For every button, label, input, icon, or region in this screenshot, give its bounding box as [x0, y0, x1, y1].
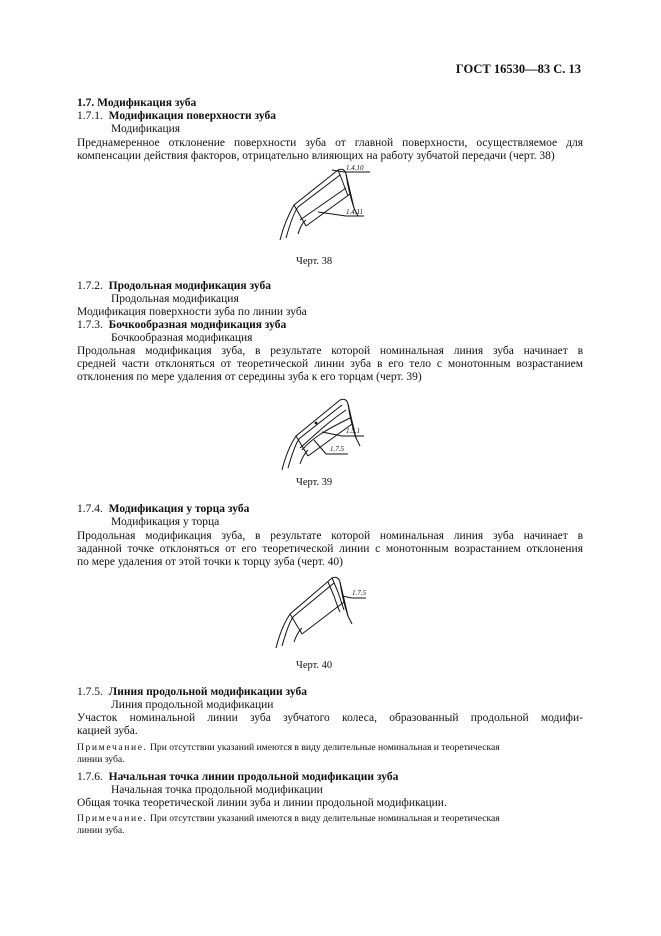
- figure-38: [260, 160, 380, 246]
- note-1-7-5-line1: [77, 742, 583, 754]
- figure-40: [262, 570, 382, 652]
- section-number: 1.7.5.: [77, 686, 103, 698]
- section-1-7-heading: [77, 96, 196, 110]
- fig38-label-b: 1.4.11: [346, 208, 363, 216]
- note-label: Примечание.: [77, 742, 148, 753]
- section-title: Бочкообразная модификация зуба: [108, 319, 287, 331]
- section-title: Модификация зуба: [97, 97, 197, 109]
- fig38-caption: Черт. 38: [296, 256, 333, 267]
- section-number: 1.7.6.: [77, 771, 103, 783]
- def-1-7-2: Модификация поверхности зуба по линии зуба: [77, 306, 307, 318]
- section-1-7-3-heading: [77, 318, 286, 332]
- note-label: Примечание.: [77, 813, 148, 824]
- section-1-7-4-heading: [77, 502, 249, 516]
- section-1-7-2-heading: [77, 279, 271, 293]
- section-title: Линия продольной модификации зуба: [108, 686, 307, 698]
- note-text: При отсутствии указаний имеются в виду делительные номинальная и теоретическая: [149, 742, 500, 753]
- section-1-7-6-heading: [77, 770, 398, 784]
- def-1-7-4-line2: заданной точке отклоняться от его теоретической линии с монотонным возрастанием отклонения: [77, 543, 583, 555]
- note-1-7-5-line2: линии зуба.: [77, 754, 125, 765]
- page-header: ГОСТ 16530—83 С. 13: [455, 62, 581, 76]
- fig40-label-a: 1.7.5: [352, 589, 366, 597]
- def-1-7-3-line2: средней части отклоняться от теоретической линии зуба в его тело с монотонным возрастанием: [77, 358, 583, 370]
- section-number: 1.7.3.: [77, 319, 103, 331]
- fig39-caption: Черт. 39: [296, 477, 333, 488]
- fig39-label-a: 1.5.1: [346, 427, 360, 435]
- section-number: 1.7.1.: [77, 110, 103, 122]
- section-title: Продольная модификация зуба: [108, 280, 271, 292]
- section-1-7-1-heading: [77, 109, 276, 123]
- def-1-7-5-line2: кацией зуба.: [77, 725, 138, 737]
- term-1-7-3: Бочкообразная модификация: [111, 332, 253, 344]
- def-1-7-5-line1: Участок номинальной линии зуба зубчатого колеса, образованный продольной модифи-: [77, 712, 583, 724]
- fig38-label-a: 1.4.10: [346, 164, 364, 172]
- section-1-7-5-heading: [77, 685, 307, 699]
- def-1-7-4-line3: по мере удаления от этой точки к торцу зуба (черт. 40): [77, 556, 344, 568]
- section-title: Модификация поверхности зуба: [108, 110, 276, 122]
- term-1-7-2: Продольная модификация: [111, 293, 239, 305]
- def-1-7-1-line1: Преднамеренное отклонение поверхности зуба от главной поверхности, осуществляемое для: [77, 137, 583, 149]
- section-title: Модификация у торца зуба: [108, 503, 250, 515]
- def-1-7-3-line1: Продольная модификация зуба, в результате которой номинальная линия зуба начинает в: [77, 345, 583, 357]
- section-number: 1.7.: [77, 97, 95, 109]
- fig40-caption: Черт. 40: [296, 660, 333, 671]
- section-title: Начальная точка линии продольной модификации зуба: [108, 771, 399, 783]
- fig39-label-b: 1.7.5: [330, 445, 344, 453]
- term-1-7-1: Модификация: [111, 123, 181, 135]
- note-text: При отсутствии указаний имеются в виду делительные номинальная и теоретическая: [149, 813, 500, 824]
- note-1-7-6-line2: линии зуба.: [77, 825, 125, 836]
- figure-39: [268, 388, 378, 474]
- def-1-7-6: Общая точка теоретической линии зуба и линии продольной модификации.: [77, 797, 447, 809]
- section-number: 1.7.2.: [77, 280, 103, 292]
- term-1-7-5: Линия продольной модификации: [111, 699, 274, 711]
- section-number: 1.7.4.: [77, 503, 103, 515]
- note-1-7-6-line1: [77, 813, 583, 825]
- term-1-7-4: Модификация у торца: [111, 516, 220, 528]
- def-1-7-1-line2: компенсации действия факторов, отрицательно влияющих на работу зубчатой передачи (черт. 38): [77, 150, 555, 162]
- def-1-7-4-line1: Продольная модификация зуба, в результате которой номинальная линия зуба начинает в: [77, 530, 583, 542]
- def-1-7-3-line3: отклонения по мере удаления от середины зуба к его торцам (черт. 39): [77, 371, 422, 383]
- term-1-7-6: Начальная точка продольной модификации: [111, 784, 323, 796]
